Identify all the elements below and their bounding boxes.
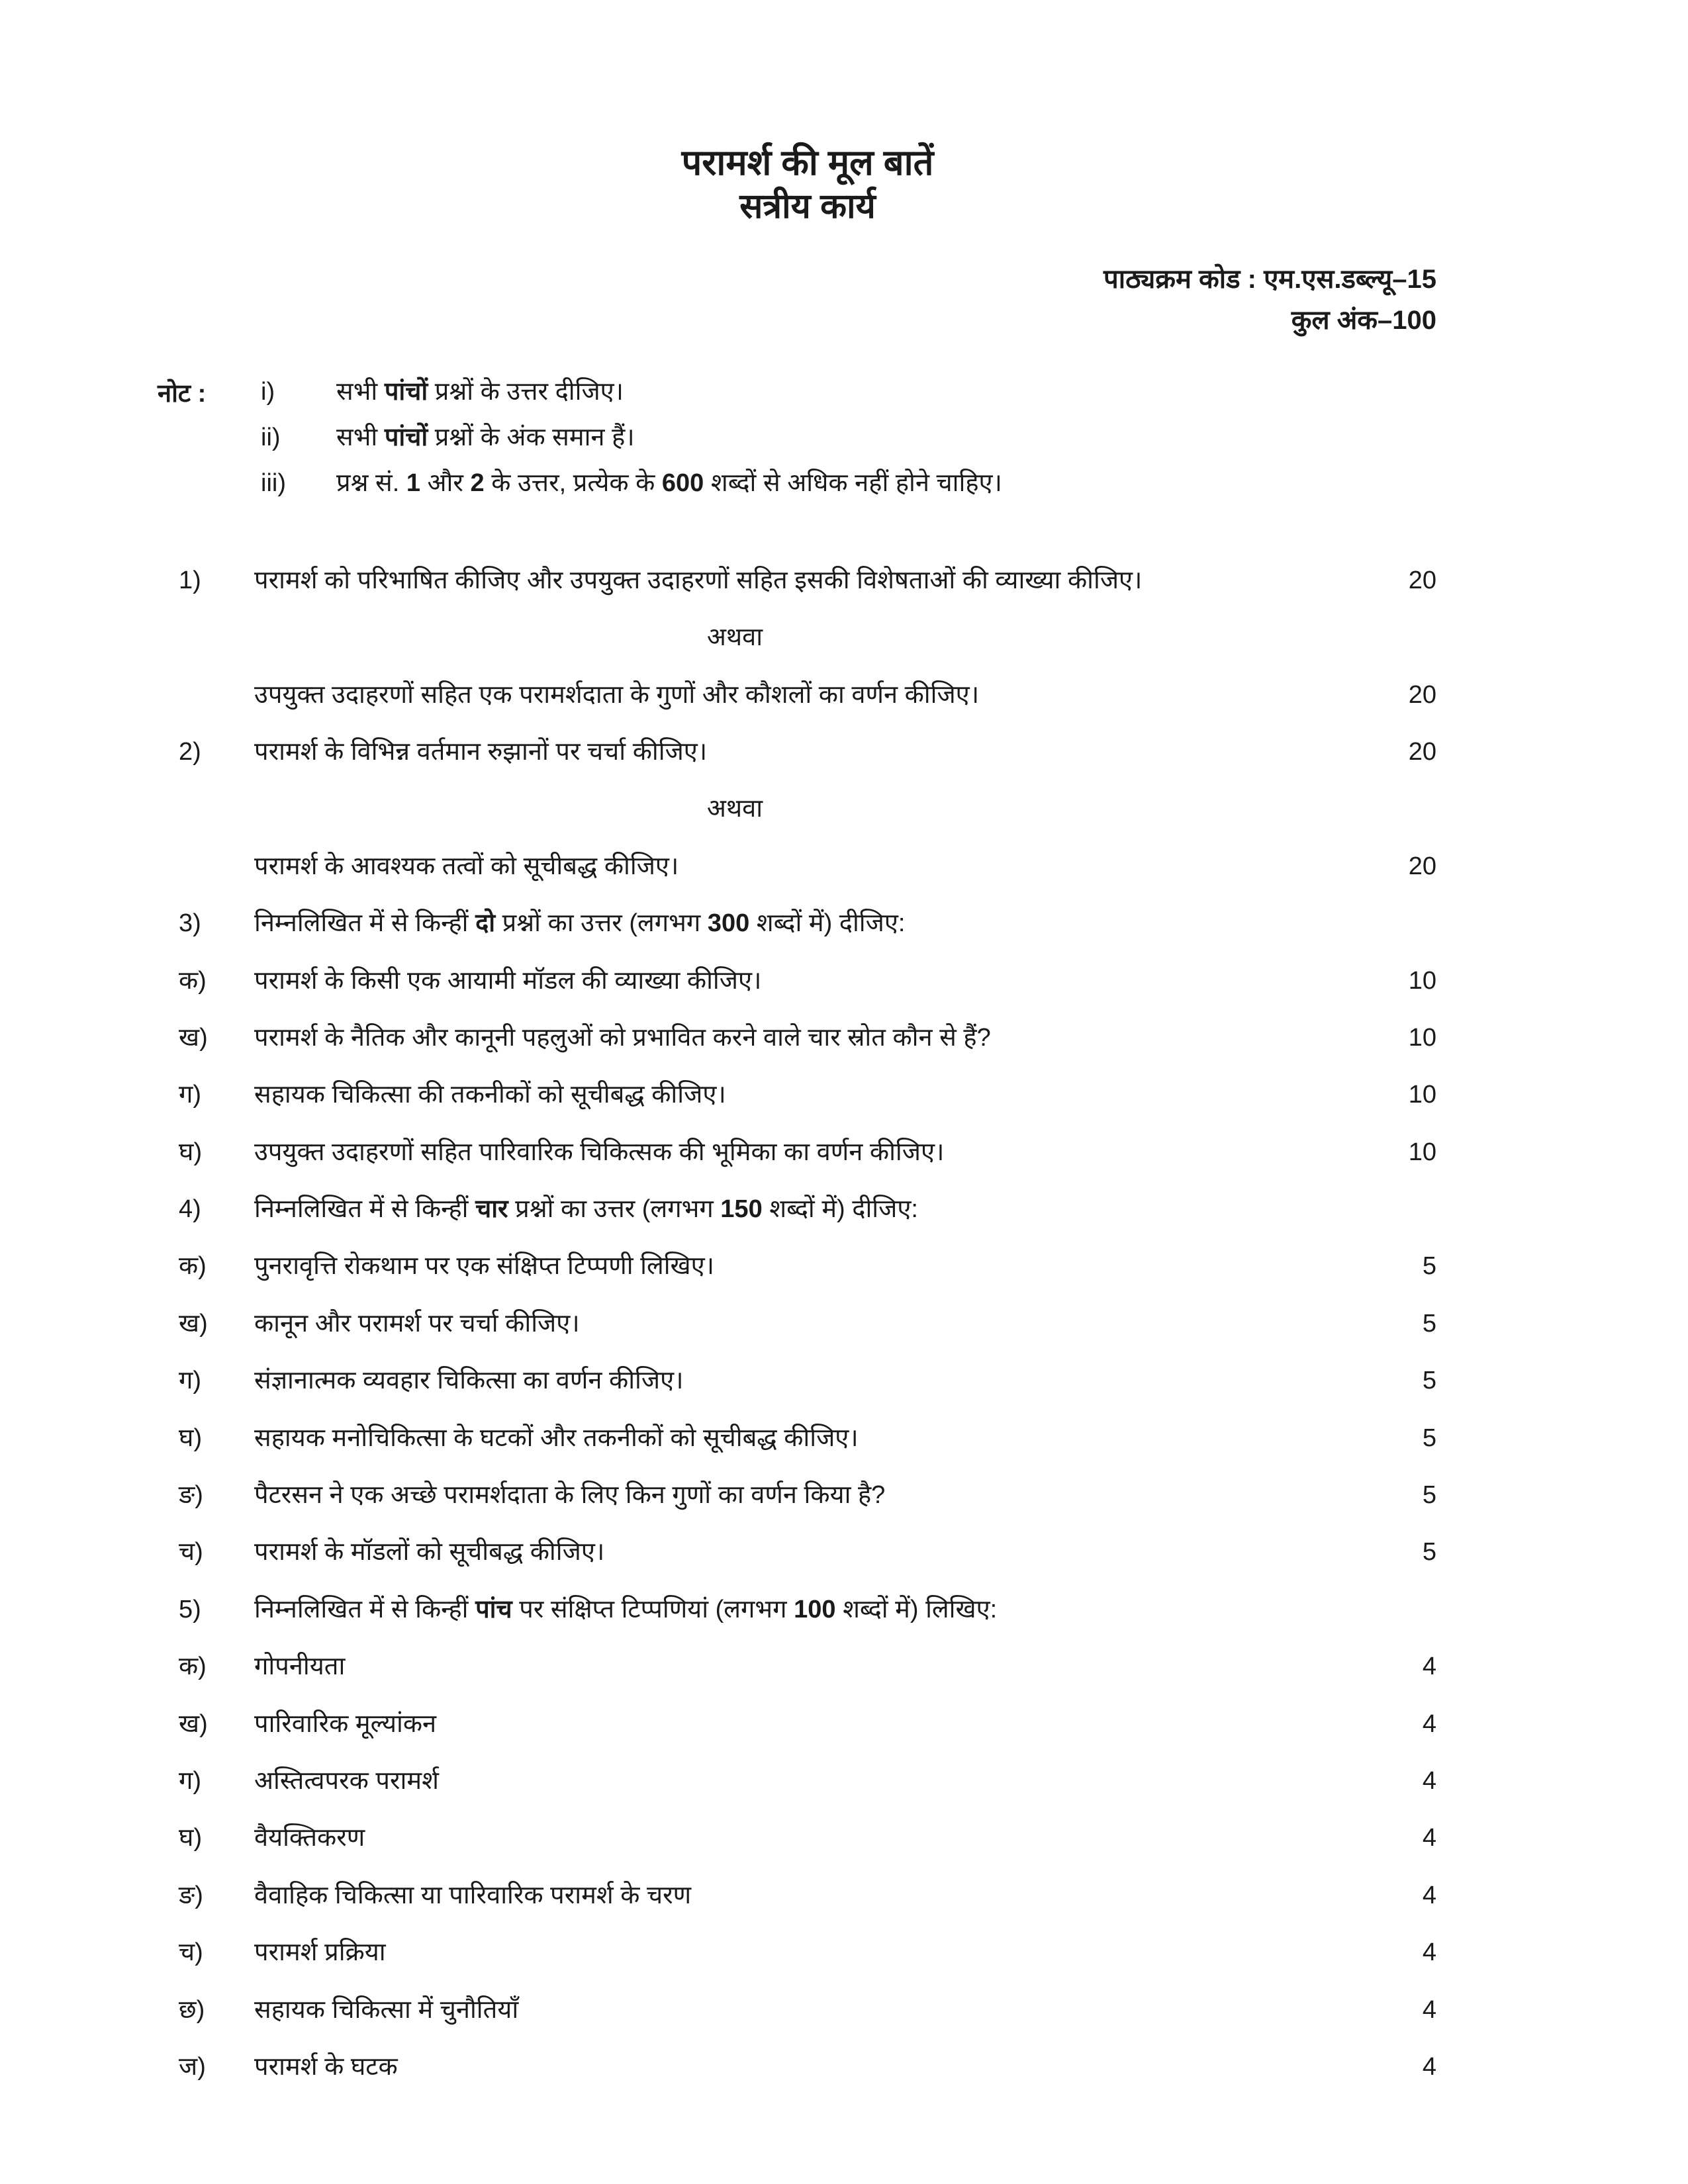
note-item bbox=[261, 421, 1436, 455]
question-row bbox=[179, 1136, 1436, 1169]
note-item bbox=[261, 375, 1436, 409]
question-text bbox=[254, 1594, 1370, 1626]
note-section bbox=[158, 375, 1436, 513]
question-row bbox=[179, 1365, 1436, 1397]
question-marks: 20 bbox=[1408, 566, 1436, 594]
question-marks: 5 bbox=[1422, 1481, 1436, 1510]
text-segment: और bbox=[420, 469, 471, 498]
question-text bbox=[254, 1365, 1370, 1397]
text-segment: पैटरसन ने एक अच्छे परामर्शदाता के लिए किन गुणों का वर्णन किया है? bbox=[254, 1481, 886, 1510]
question-number: 5) bbox=[179, 1595, 201, 1623]
text-segment: शब्दों में) लिखिए: bbox=[835, 1595, 998, 1623]
question-marks: 4 bbox=[1422, 1653, 1436, 1681]
bold-text-segment: 600 bbox=[661, 469, 704, 498]
text-segment: पारिवारिक मूल्यांकन bbox=[254, 1709, 437, 1738]
question-marks: 4 bbox=[1422, 1709, 1436, 1738]
question-marks: 10 bbox=[1408, 1081, 1436, 1109]
or-separator-text: अथवा bbox=[706, 623, 763, 652]
question-text bbox=[254, 1765, 1370, 1797]
text-segment: सहायक चिकित्सा में चुनौतियाँ bbox=[254, 1995, 519, 2024]
question-number: 1) bbox=[179, 566, 201, 594]
question-number: घ) bbox=[179, 1424, 203, 1452]
note-item-text bbox=[336, 421, 1436, 455]
question-row bbox=[179, 1708, 1436, 1741]
text-segment: संज्ञानात्मक व्यवहार चिकित्सा का वर्णन कीजिए। bbox=[254, 1367, 684, 1395]
question-row bbox=[179, 1250, 1436, 1283]
note-item bbox=[261, 467, 1436, 500]
question-row bbox=[179, 1536, 1436, 1569]
question-marks: 4 bbox=[1422, 2052, 1436, 2081]
question-marks: 5 bbox=[1422, 1538, 1436, 1567]
text-segment: परामर्श के आवश्यक तत्वों को सूचीबद्ध कीजिए। bbox=[254, 852, 679, 880]
text-segment: वैयक्तिकरण bbox=[254, 1824, 365, 1852]
note-item-number: iii) bbox=[261, 469, 286, 498]
question-number: च) bbox=[179, 1938, 203, 1967]
question-number: ङ) bbox=[179, 1881, 203, 1909]
question-marks: 5 bbox=[1422, 1309, 1436, 1338]
note-label bbox=[158, 375, 261, 410]
text-segment: अस्तित्वपरक परामर्श bbox=[254, 1766, 439, 1795]
text-segment: प्रश्न सं. bbox=[336, 469, 406, 498]
or-separator bbox=[179, 621, 1436, 654]
text-segment: निम्नलिखित में से किन्हीं bbox=[254, 1595, 476, 1623]
note-item-text bbox=[336, 467, 1436, 500]
question-marks: 4 bbox=[1422, 1881, 1436, 1909]
question-text bbox=[254, 1994, 1370, 2026]
question-text bbox=[254, 1308, 1370, 1340]
alternative-question-row bbox=[179, 850, 1436, 883]
text-segment: पर संक्षिप्त टिप्पणियां (लगभग bbox=[512, 1595, 794, 1623]
question-row bbox=[179, 907, 1436, 940]
text-segment: परामर्श प्रक्रिया bbox=[254, 1938, 386, 1967]
text-segment: परामर्श के मॉडलों को सूचीबद्ध कीजिए। bbox=[254, 1538, 605, 1567]
question-marks: 10 bbox=[1408, 966, 1436, 995]
question-marks: 20 bbox=[1408, 852, 1436, 880]
question-row bbox=[179, 2051, 1436, 2083]
question-marks: 20 bbox=[1408, 680, 1436, 709]
question-number: ग) bbox=[179, 1081, 202, 1109]
question-marks: 4 bbox=[1422, 1995, 1436, 2024]
question-text bbox=[254, 1479, 1370, 1512]
question-text bbox=[254, 1708, 1370, 1741]
question-text bbox=[254, 850, 1370, 883]
text-segment: के उत्तर, प्रत्येक के bbox=[484, 469, 662, 498]
question-text bbox=[254, 1651, 1370, 1683]
question-row bbox=[179, 1079, 1436, 1111]
question-row bbox=[179, 1994, 1436, 2026]
text-segment: उपयुक्त उदाहरणों सहित पारिवारिक चिकित्सक की भूमिका का वर्णन कीजिए। bbox=[254, 1138, 945, 1166]
question-marks: 20 bbox=[1408, 737, 1436, 766]
question-row bbox=[179, 1880, 1436, 1912]
question-row bbox=[179, 1651, 1436, 1683]
note-item-number: i) bbox=[261, 377, 275, 406]
bold-text-segment: 2 bbox=[470, 469, 485, 498]
question-row bbox=[179, 1822, 1436, 1854]
question-number: ज) bbox=[179, 2052, 206, 2081]
question-row bbox=[179, 1422, 1436, 1455]
note-label-text: नोट : bbox=[158, 379, 207, 408]
note-item-number: ii) bbox=[261, 424, 281, 452]
question-row bbox=[179, 736, 1436, 768]
text-segment: प्रश्नों का उत्तर (लगभग bbox=[495, 909, 708, 938]
question-text bbox=[254, 679, 1370, 711]
question-text bbox=[254, 1079, 1370, 1111]
page-subtitle: सत्रीय कार्य bbox=[739, 187, 876, 226]
bold-text-segment: दो bbox=[475, 909, 496, 938]
question-number: 3) bbox=[179, 909, 201, 938]
question-number: क) bbox=[179, 1252, 207, 1281]
question-text bbox=[254, 1136, 1370, 1169]
question-number: छ) bbox=[179, 1995, 205, 2024]
text-segment: कानून और परामर्श पर चर्चा कीजिए। bbox=[254, 1309, 580, 1338]
bold-text-segment: पांचों bbox=[384, 377, 428, 406]
question-text bbox=[254, 736, 1370, 768]
or-separator-text: अथवा bbox=[706, 795, 763, 823]
question-text bbox=[254, 1936, 1370, 1969]
note-items bbox=[261, 375, 1436, 513]
question-marks: 10 bbox=[1408, 1138, 1436, 1166]
text-segment: गोपनीयता bbox=[254, 1653, 346, 1681]
question-number: 4) bbox=[179, 1195, 201, 1224]
question-number: 2) bbox=[179, 737, 201, 766]
question-text bbox=[254, 1022, 1370, 1054]
question-row bbox=[179, 1765, 1436, 1797]
text-segment: निम्नलिखित में से किन्हीं bbox=[254, 1195, 476, 1224]
total-marks: कुल अंक–100 bbox=[1291, 305, 1436, 335]
bold-text-segment: चार bbox=[475, 1195, 508, 1224]
text-segment: शब्दों से अधिक नहीं होने चाहिए। bbox=[704, 469, 1002, 498]
course-code: पाठ्यक्रम कोड : एम.एस.डब्ल्यू–15 bbox=[1103, 264, 1436, 294]
question-text bbox=[254, 565, 1370, 597]
question-marks: 5 bbox=[1422, 1367, 1436, 1395]
question-number: ग) bbox=[179, 1367, 202, 1395]
question-list bbox=[179, 565, 1436, 2084]
question-row bbox=[179, 1193, 1436, 1226]
question-text bbox=[254, 965, 1370, 997]
question-marks: 10 bbox=[1408, 1023, 1436, 1052]
page-title: परामर्श की मूल बातें bbox=[681, 143, 934, 183]
question-number: घ) bbox=[179, 1138, 203, 1166]
question-number: च) bbox=[179, 1538, 203, 1567]
question-text bbox=[254, 907, 1370, 940]
text-segment: परामर्श के घटक bbox=[254, 2052, 398, 2081]
text-segment: प्रश्नों का उत्तर (लगभग bbox=[508, 1195, 721, 1224]
bold-text-segment: पांचों bbox=[384, 424, 428, 452]
question-row bbox=[179, 1308, 1436, 1340]
text-segment: सभी bbox=[336, 424, 385, 452]
bold-text-segment: 150 bbox=[720, 1195, 763, 1224]
bold-text-segment: 100 bbox=[794, 1595, 836, 1623]
question-text bbox=[254, 1193, 1370, 1226]
question-row bbox=[179, 565, 1436, 597]
course-info bbox=[179, 259, 1436, 341]
alternative-question-row bbox=[179, 679, 1436, 711]
question-number: ख) bbox=[179, 1709, 208, 1738]
question-row bbox=[179, 965, 1436, 997]
question-row bbox=[179, 1022, 1436, 1054]
bold-text-segment: 300 bbox=[707, 909, 750, 938]
question-text bbox=[254, 1250, 1370, 1283]
question-text bbox=[254, 1536, 1370, 1569]
question-number: क) bbox=[179, 966, 207, 995]
question-number: ख) bbox=[179, 1023, 208, 1052]
or-separator bbox=[179, 793, 1436, 825]
text-segment: शब्दों में) दीजिए: bbox=[749, 909, 906, 938]
question-marks: 4 bbox=[1422, 1824, 1436, 1852]
bold-text-segment: पांच bbox=[475, 1595, 512, 1623]
text-segment: शब्दों में) दीजिए: bbox=[762, 1195, 918, 1224]
question-number: ङ) bbox=[179, 1481, 203, 1510]
question-text bbox=[254, 1880, 1370, 1912]
text-segment: परामर्श के नैतिक और कानूनी पहलुओं को प्रभावित करने वाले चार स्रोत कौन से हैं? bbox=[254, 1023, 991, 1052]
question-number: ख) bbox=[179, 1309, 208, 1338]
question-row bbox=[179, 1594, 1436, 1626]
text-segment: उपयुक्त उदाहरणों सहित एक परामर्शदाता के गुणों और कौशलों का वर्णन कीजिए। bbox=[254, 680, 980, 709]
text-segment: निम्नलिखित में से किन्हीं bbox=[254, 909, 476, 938]
text-segment: सहायक चिकित्सा की तकनीकों को सूचीबद्ध कीजिए। bbox=[254, 1081, 726, 1109]
text-segment: परामर्श के किसी एक आयामी मॉडल की व्याख्या कीजिए। bbox=[254, 966, 762, 995]
question-row bbox=[179, 1479, 1436, 1512]
text-segment: परामर्श को परिभाषित कीजिए और उपयुक्त उदाहरणों सहित इसकी विशेषताओं की व्याख्या कीजिए। bbox=[254, 566, 1143, 594]
text-segment: सहायक मनोचिकित्सा के घटकों और तकनीकों को सूचीबद्ध कीजिए। bbox=[254, 1424, 859, 1452]
question-number: ग) bbox=[179, 1766, 202, 1795]
question-text bbox=[254, 1822, 1370, 1854]
text-segment: सभी bbox=[336, 377, 385, 406]
question-number: क) bbox=[179, 1653, 207, 1681]
question-text bbox=[254, 1422, 1370, 1455]
question-row bbox=[179, 1936, 1436, 1969]
text-segment: प्रश्नों के अंक समान हैं। bbox=[428, 424, 635, 452]
question-text bbox=[254, 2051, 1370, 2083]
bold-text-segment: 1 bbox=[406, 469, 420, 498]
text-segment: वैवाहिक चिकित्सा या पारिवारिक परामर्श के चरण bbox=[254, 1881, 692, 1909]
question-marks: 5 bbox=[1422, 1252, 1436, 1281]
question-number: घ) bbox=[179, 1824, 203, 1852]
question-marks: 5 bbox=[1422, 1424, 1436, 1452]
text-segment: प्रश्नों के उत्तर दीजिए। bbox=[428, 377, 624, 406]
question-marks: 4 bbox=[1422, 1766, 1436, 1795]
text-segment: परामर्श के विभिन्न वर्तमान रुझानों पर चर्चा कीजिए। bbox=[254, 737, 708, 766]
text-segment: पुनरावृत्ति रोकथाम पर एक संक्षिप्त टिप्पणी लिखिए। bbox=[254, 1252, 715, 1281]
question-marks: 4 bbox=[1422, 1938, 1436, 1967]
note-item-text bbox=[336, 375, 1436, 409]
